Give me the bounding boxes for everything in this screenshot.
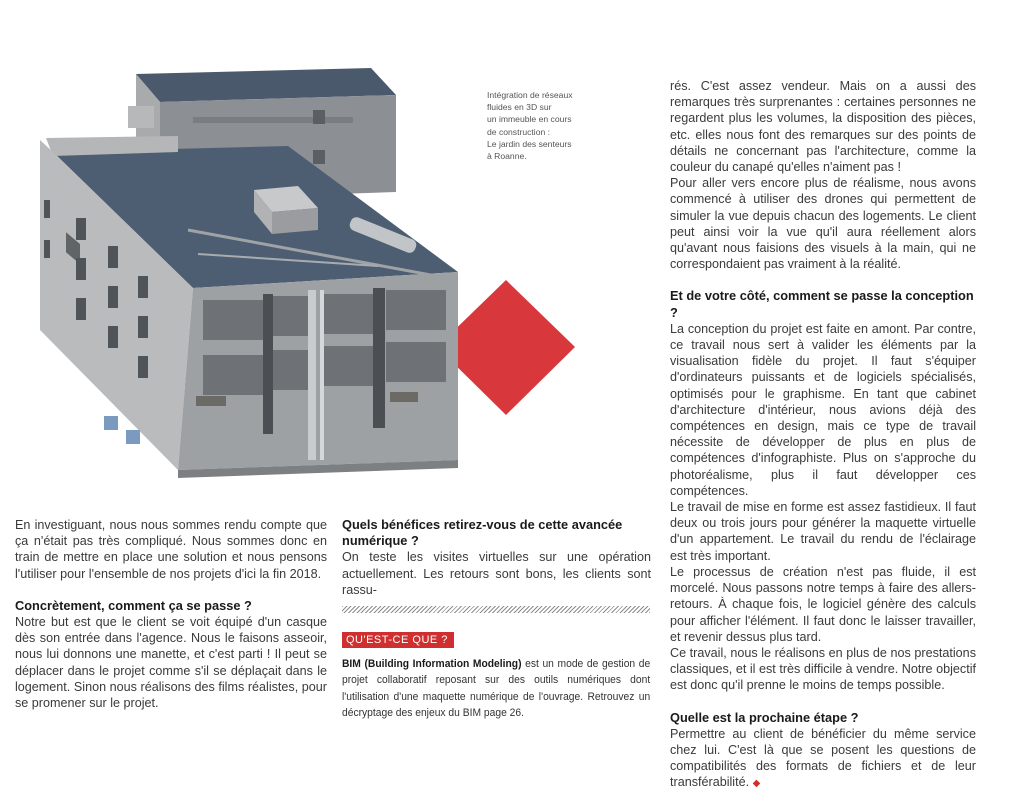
right-paragraph-2: Pour aller vers encore plus de réalisme, nous avons commencé à utiliser des drones qui permettent de simuler la vue depuis chacun des logements. Le client peut ainsi voir la vue qu'il aura réellement alors qu'avant nous faisions des visuels à la main, qui ne correspondaient pas vraiment à la réalité.: [670, 176, 976, 272]
bim-definition-box: [342, 656, 650, 721]
quest-ce-que-tag: QU'EST-CE QUE ?: [342, 632, 454, 648]
right-column: [670, 78, 976, 793]
left-paragraph-2: Notre but est que le client se voit équipé d'un casque dès son entrée dans l'agence. Nous le faisons asseoir, nous lui donnons une manette, et c'est parti ! Il peut se déplacer dans le projet comme s'il se déplaçait dans le logement. Sinon nous réalisons des films réalistes, pour se promener sur le projet.: [15, 615, 327, 711]
middle-column: [342, 517, 651, 598]
right-paragraph-3: La conception du projet est faite en amont. Par contre, ce travail nous sert à valider les éléments par la visualisation fidèle du projet. Il faut s'équiper d'ordinateurs puissants et de logiciels spécialisés, optimisés pour le graphisme. En tant que cabinet d'architecture d'intérieur, nous avions déjà des compétences en design, mais ce type de travail nécessite de développer de plus en plus de compétences d'infographiste. Plus on s'approche du photoréalisme, plus il faut développer ces compétences.: [670, 321, 976, 498]
heading-benefices: Quels bénéfices retirez-vous de cette avancée numérique ?: [342, 517, 623, 549]
heading-prochaine-etape: Quelle est la prochaine étape ?: [670, 709, 859, 725]
bim-definition: est un mode de gestion de projet collaboratif reposant sur des outils numériques dont l'utilisation d'une maquette numérique de l'ouvrage. Retrouvez un décryptage des enjeux du BIM page 26.: [342, 658, 651, 719]
left-paragraph-1: En investiguant, nous nous sommes rendu compte que ça n'était pas très compliqué. Nous sommes donc en train de mettre en place une solution et nous pensons l'utiliser pour l'ensemble de nos projets d'ici la fin 2018.: [15, 518, 327, 581]
right-paragraph-7: [670, 726, 976, 793]
middle-paragraph-1: On teste les visites virtuelles sur une opération actuellement. Les retours sont bons, les clients sont rassu-: [342, 550, 651, 597]
right-paragraph-1: rés. C'est assez vendeur. Mais on a aussi des remarques très surprenantes : certaines personnes ne regardent plus les volumes, la disposition des pièces, etc. elles nous font des remarques sur des points de détails ne concernant pas l'architecture, comme la couleur du canapé qu'elles n'aiment pas !: [670, 79, 976, 175]
heading-concretement: Concrètement, comment ça se passe ?: [15, 597, 252, 613]
right-paragraph-7-text: Permettre au client de bénéficier du même service chez lui. C'est là que se posent les questions de compatibilités des formats de fichiers et de leur transférabilité.: [670, 726, 976, 790]
end-diamond-icon: ◆: [752, 778, 761, 790]
left-column: [15, 517, 327, 711]
heading-conception: Et de votre côté, comment se passe la conception ?: [670, 288, 974, 320]
right-paragraph-6: Ce travail, nous le réalisons en plus de nos prestations classiques, et il est très difficile à vendre. Notre objectif est donc qu'il prenne le moins de temps possible.: [670, 645, 976, 693]
right-paragraph-5: Le processus de création n'est pas fluide, il est morcelé. Nous passons notre temps à faire des allers-retours. À chaque fois, le logiciel génère des calculs pour afficher l'élément. Il faut donc le laisser travailler, et revenir dessus plus tard.: [670, 564, 976, 644]
bim-term: BIM (Building Information Modeling): [342, 658, 522, 670]
figure-caption: Intégration de réseaux fluides en 3D sur un immeuble en cours de construction : Le jardin des senteurs à Roanne.: [487, 90, 573, 162]
right-paragraph-4: Le travail de mise en forme est assez fastidieux. Il faut deux ou trois jours pour générer la maquette virtuelle d'un appartement. Le travail du rendu de l'éclairage est très important.: [670, 500, 976, 563]
hatch-divider: [342, 606, 650, 613]
